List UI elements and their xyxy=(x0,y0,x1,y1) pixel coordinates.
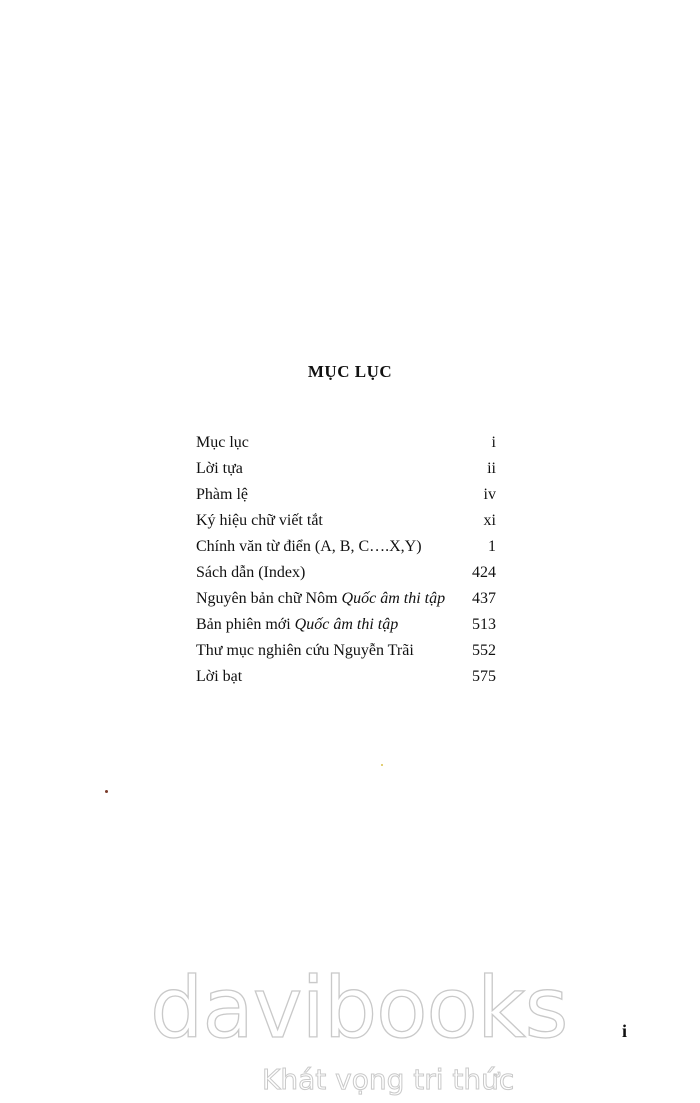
toc-entry-page: 575 xyxy=(472,668,496,685)
page-number: i xyxy=(622,1021,628,1041)
toc-entry-page: 437 xyxy=(472,590,496,607)
toc-entry-page: iv xyxy=(483,486,496,503)
toc-entry-title: Phàm lệ xyxy=(196,486,248,503)
toc-entry-page: i xyxy=(491,434,496,451)
toc-entry xyxy=(196,586,496,612)
toc-entry-title: Lời bạt xyxy=(196,668,243,685)
toc-entry-title: Lời tựa xyxy=(196,460,243,477)
toc-entry-title: Bản phiên mới Quốc âm thi tập xyxy=(196,616,399,633)
scan-speck xyxy=(105,790,108,793)
toc-entry xyxy=(196,664,496,690)
toc-entry-page: xi xyxy=(483,512,496,529)
toc-entry-title: Chính văn từ điển (A, B, C….X,Y) xyxy=(196,538,422,555)
watermark-slogan: Khát vọng tri thức xyxy=(262,1063,515,1096)
toc-list xyxy=(196,430,496,690)
toc-entry-page: 513 xyxy=(472,616,496,633)
toc-entry xyxy=(196,560,496,586)
toc-entry-title: Nguyên bản chữ Nôm Quốc âm thi tập xyxy=(196,590,446,607)
toc-entry-page: 552 xyxy=(472,642,496,659)
scan-speck xyxy=(381,764,383,766)
toc-entry xyxy=(196,430,496,456)
toc-entry xyxy=(196,612,496,638)
toc-entry-title: Sách dẫn (Index) xyxy=(196,564,306,581)
toc-entry-page: 1 xyxy=(488,538,496,555)
toc-entry-title: Ký hiệu chữ viết tắt xyxy=(196,512,323,529)
watermark-brand: davibooks xyxy=(150,959,568,1057)
toc-entry xyxy=(196,638,496,664)
toc-entry-title: Mục lục xyxy=(196,434,249,451)
toc-entry xyxy=(196,508,496,534)
toc-entry-page: ii xyxy=(487,460,496,477)
toc-entry-page: 424 xyxy=(472,564,496,581)
toc-entry-title: Thư mục nghiên cứu Nguyễn Trãi xyxy=(196,642,414,659)
toc-heading: MỤC LỤC xyxy=(307,362,393,381)
toc-entry xyxy=(196,534,496,560)
toc-entry xyxy=(196,482,496,508)
toc-entry xyxy=(196,456,496,482)
